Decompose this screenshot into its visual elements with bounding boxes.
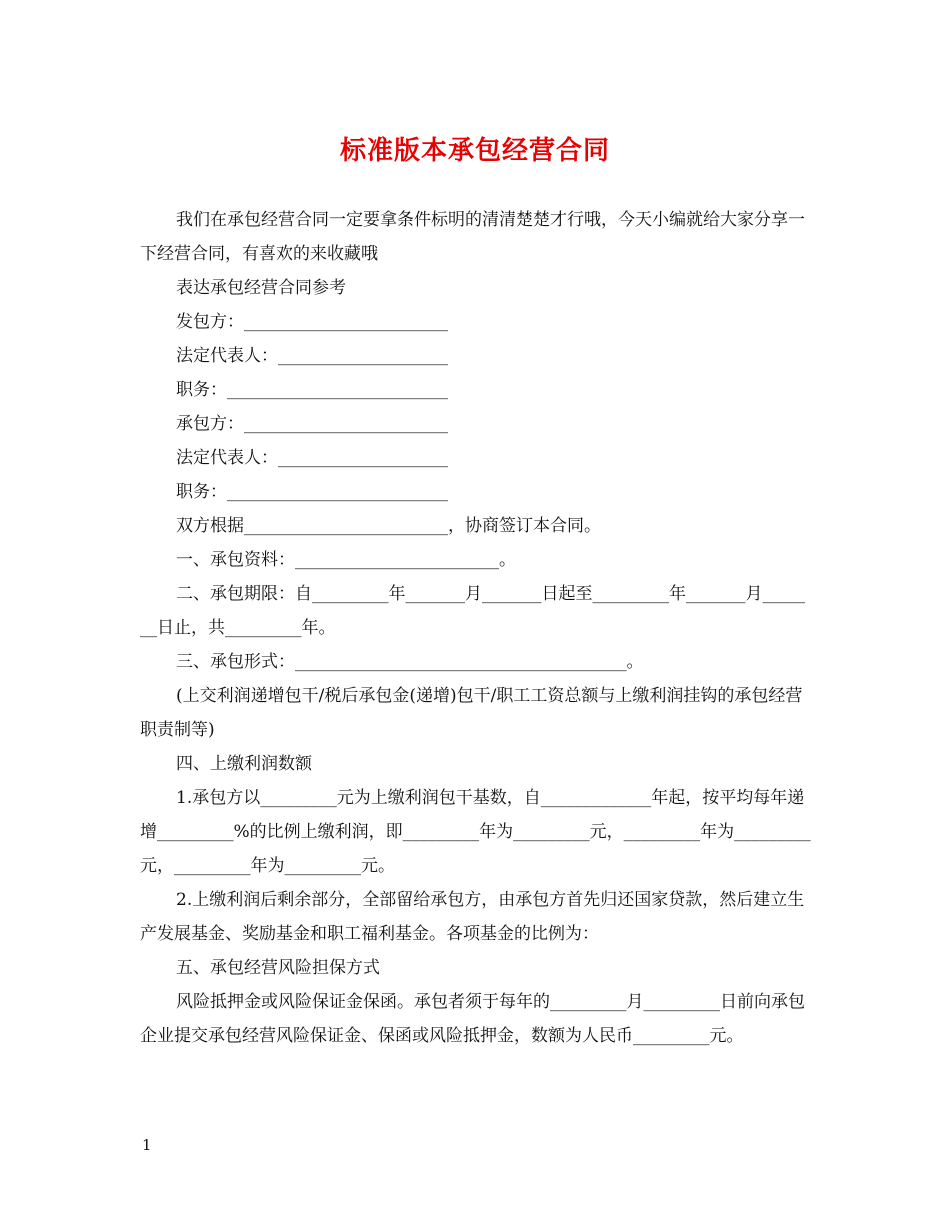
paragraph-reference-heading: 表达承包经营合同参考 (176, 278, 346, 298)
clause-3-note: (上交利润递增包干/税后承包金(递增)包干/职工工资总额与上缴利润挂钩的承包经营职责制等) (140, 686, 803, 740)
clause-4-item-2: 2.上缴利润后剩余部分，全部留给承包方，由承包方首先归还国家贷款，然后建立生产发展基金、奖励基金和职工福利基金。各项基金的比例为： (140, 890, 805, 944)
clause-5-content: 风险抵押金或风险保证金保函。承包者须于每年的_________月_________日前向承包企业提交承包经营风险保证金、保函或风险抵押金，数额为人民币_________元。 (140, 992, 805, 1046)
document-title: 标准版本承包经营合同 (339, 136, 610, 166)
field-legal-representative-1: 法定代表人：____________________ (176, 346, 448, 366)
clause-2-term: 二、承包期限：自_________年_______月_______日起至_________年_______月_______日止，共_________年。 (140, 584, 805, 638)
field-position-1: 职务：__________________________ (176, 380, 448, 400)
paragraph-intro: 我们在承包经营合同一定要拿条件标明的清清楚楚才行哦，今天小编就给大家分享一下经营合同，有喜欢的来收藏哦 (140, 210, 805, 264)
clause-1-content: 一、承包资料：________________________。 (176, 550, 516, 570)
clause-4-heading: 四、上缴利润数额 (176, 754, 312, 774)
field-position-2: 职务：__________________________ (176, 482, 448, 502)
field-contractor: 承包方：________________________ (176, 414, 448, 434)
field-legal-representative-2: 法定代表人：____________________ (176, 448, 448, 468)
clause-5-heading: 五、承包经营风险担保方式 (176, 958, 380, 978)
clause-4-item-1: 1.承包方以_________元为上缴利润包干基数，自_____________年起，按平均每年递增_________%的比例上缴利润，即_________年为_________元，_________年为_________元，_________年为_________元。 (140, 788, 811, 876)
page-number: 1 (142, 1136, 152, 1154)
field-contracting-party: 发包方：________________________ (176, 312, 448, 332)
paragraph-basis: 双方根据________________________，协商签订本合同。 (176, 516, 601, 536)
document-body (140, 203, 812, 1053)
clause-3-form: 三、承包形式：_______________________________________。 (176, 652, 644, 672)
